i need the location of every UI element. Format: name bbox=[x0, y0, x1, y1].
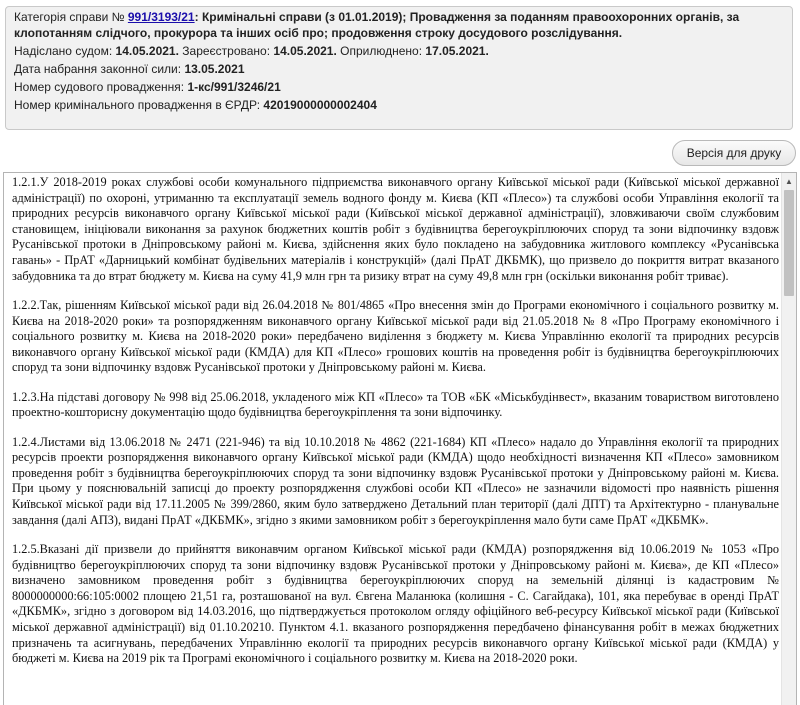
received-date: 14.05.2021. bbox=[115, 44, 179, 58]
vertical-scrollbar[interactable] bbox=[781, 173, 796, 705]
effective-date-label: Дата набрання законної сили: bbox=[14, 62, 182, 76]
document-frame[interactable] bbox=[3, 172, 797, 705]
proceeding-number-line bbox=[14, 79, 784, 95]
published-label: Оприлюднено: bbox=[340, 44, 423, 58]
case-number-link[interactable]: 991/3193/21 bbox=[127, 10, 195, 24]
proceeding-number-label: Номер судового провадження: bbox=[14, 80, 185, 94]
published-date: 17.05.2021. bbox=[425, 44, 489, 58]
case-category-line bbox=[14, 10, 784, 41]
proceeding-number-value: 1-кс/991/3246/21 bbox=[187, 80, 281, 94]
paragraph-1-2-2: 1.2.2.Так, рішенням Київської міської ради від 26.04.2018 № 801/4865 «Про внесення змін до Програми економічного і соціального розвитку м. Києва на 2018-2020 роки» та розпорядженням виконавчого органу Київської міської ради від 21.05.2018 № 8 «Про Програму економічного і соціального розвитку м. Києва на 2018-2020 роки» передбачено виділення з бюджету м. Києва Управлінню екології та природних ресурсів виконавчого органу Київської міської ради (КМДА) для КП «Плесо» грошових коштів на проведення робіт із будівництва берегоукріплюючих споруд та зони відпочинку вздовж Русанівської протоки у Дніпровському районі м. Києва. bbox=[12, 297, 779, 375]
dates-line bbox=[14, 43, 784, 59]
scroll-thumb[interactable] bbox=[784, 190, 794, 296]
case-info-panel bbox=[5, 6, 793, 130]
document-text bbox=[12, 175, 779, 681]
paragraph-1-2-5: 1.2.5.Вказані дії призвели до прийняття виконавчим органом Київської міської ради (КМДА) розпорядження від 10.06.2019 № 1053 «Про будівництво берегоукріплюючих споруд та зони відпочинку вздовж Русанівської протоки у Дніпровському районі м. Києва», де КП «Плесо» визначено замовником проведення робіт з будівництва берегоукріплюючих споруд на земельній ділянці із кадастровим № 8000000000:66:105:0002 площею 21,51 га, розташованої на вул. Євгена Маланюка (колишня - С. Сагайдака), 101, яка перебуває в оренді ПрАТ «ДКБМК», згідно з договором від 14.03.2016, що підтверджується протоколом огляду офіційного веб-ресурсу Київської міської ради (Київської міської державної адміністрації) від 01.10.20210. Пунктом 4.1. вказаного розпорядження передбачено фінансування робіт в межах бюджетних призначень та асигнувань, передбачених Управлінню екології та природних ресурсів виконавчого органу Київської міської ради (КМДА) у бюджеті м. Києва на 2019 рік та Програмі економічного і соціального розвитку м. Києва на 2018-2020 роки. bbox=[12, 542, 779, 666]
case-category-text: : Кримінальні справи (з 01.01.2019); Провадження за поданням правоохоронних органів, за клопотанням слідчого, прокурора та інших осіб про; продовження строку досудового розслідування. bbox=[14, 10, 740, 40]
paragraph-1-2-4: 1.2.4.Листами від 13.06.2018 № 2471 (221-946) та від 10.10.2018 № 4862 (221-1684) КП «Плесо» надало до Управління екології та природних ресурсів проекти розпорядження виконавчого органу Київської міської ради (КМДА) щодо необхідності визначення КП «Плесо» замовником проведення робіт з будівництва берегоукріплюючих споруд та зони відпочинку вздовж Русанівської протоки у Дніпровському районі м. Києва. При цьому у пояснювальній записці до проекту розпорядження службові особи КП «Плесо» не зазначили відомості про наявність рішення Київської міської ради від 17.11.2005 № 399/2860, яким було затверджено Детальний план території (далі ДПТ) та Архітектурно - планувальне завдання (далі АПЗ), видані ПрАТ «ДКБМК», згідно з якими замовником робіт з берегоукріплення мало бути саме ПрАТ «ДКБМК». bbox=[12, 434, 779, 527]
registered-label: Зареєстровано: bbox=[182, 44, 271, 58]
erdr-number-label: Номер кримінального провадження в ЄРДР: bbox=[14, 98, 261, 112]
paragraph-1-2-3: 1.2.3.На підставі договору № 998 від 25.06.2018, укладеного між КП «Плесо» та ТОВ «БК «Міськбудінвест», вказаним товариством виготовлено проектно-кошторисну документацію щодо будівництва берегоукріплення та зони відпочинку. bbox=[12, 389, 779, 420]
scroll-up-arrow-icon[interactable]: ▲ bbox=[785, 177, 793, 186]
paragraph-1-2-1: 1.2.1.У 2018-2019 роках службові особи комунального підприємства виконавчого органу Київської міської ради (Київської міської державної адміністрації) по охороні, утриманню та експлуатації земель водного фонду м. Києва (КП «Плесо») та службові особи Управління екології та природних ресурсів виконавчого органу Київської міської ради (Київської міської державної адміністрації), зловживаючи своїм службовим становищем, ініціювали виконання за рахунок бюджетних коштів робіт з будівництва берегоукріплюючих споруд та зони відпочинку вздовж Русанівської протоки в Дніпровському районі м. Києва, здійснення яких було покладено на забудовника житлового комплексу «Русанівська гавань» - ПрАТ «Дарницький комбінат будівельних матеріалів і конструкцій» (далі ПрАТ ДКБМК), що призвело до покриття витрат вказаного забудовника та до втрат бюджету м. Києва на суму 41,9 млн грн та ризику втрат на суму 49,8 млн грн (оскільки виконання робіт триває). bbox=[12, 175, 779, 283]
print-version-button[interactable]: Версія для друку bbox=[672, 140, 796, 166]
registered-date: 14.05.2021. bbox=[273, 44, 337, 58]
case-category-label: Категорія справи № bbox=[14, 10, 125, 24]
erdr-number-value: 42019000000002404 bbox=[263, 98, 377, 112]
received-label: Надіслано судом: bbox=[14, 44, 113, 58]
erdr-number-line bbox=[14, 97, 784, 113]
effective-date-line bbox=[14, 61, 784, 77]
effective-date-value: 13.05.2021 bbox=[184, 62, 245, 76]
